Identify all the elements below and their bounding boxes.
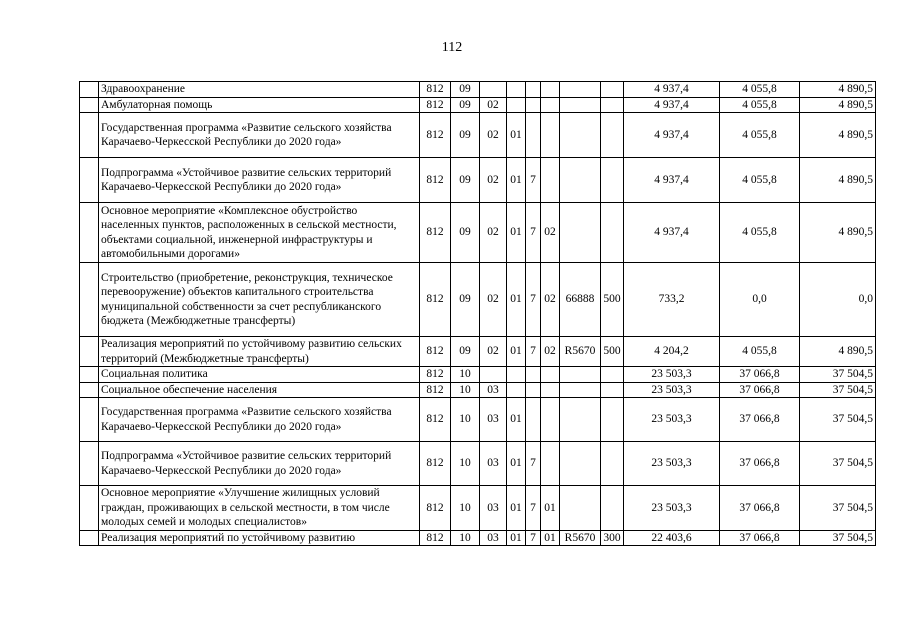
code-rz: 10 — [451, 398, 480, 442]
row-name: Основное мероприятие «Улучшение жилищных условий граждан, проживающих в сельской местности, в том числе молодых семей и молодых специалистов» — [99, 486, 420, 531]
row-name: Здравоохранение — [99, 82, 420, 98]
code-pr: 02 — [480, 158, 507, 203]
amount-year-2: 37 066,8 — [720, 367, 800, 383]
code-gr: 812 — [420, 97, 451, 113]
row-margin-cell — [80, 398, 99, 442]
amount-year-2: 4 055,8 — [720, 82, 800, 98]
code-direction — [560, 203, 601, 263]
row-name: Подпрограмма «Устойчивое развитие сельских территорий Карачаево-Черкесской Республики до 2020 года» — [99, 442, 420, 486]
code-program — [507, 367, 526, 383]
code-event — [541, 398, 560, 442]
code-rz: 09 — [451, 203, 480, 263]
amount-year-3: 37 504,5 — [800, 530, 876, 546]
row-margin-cell — [80, 530, 99, 546]
row-name: Государственная программа «Развитие сельского хозяйства Карачаево-Черкесской Республики до 2020 года» — [99, 398, 420, 442]
code-gr: 812 — [420, 82, 451, 98]
code-pr: 03 — [480, 530, 507, 546]
amount-year-2: 4 055,8 — [720, 113, 800, 158]
row-margin-cell — [80, 486, 99, 531]
row-margin-cell — [80, 442, 99, 486]
code-pr: 03 — [480, 486, 507, 531]
amount-year-3: 37 504,5 — [800, 382, 876, 398]
table-row — [80, 442, 876, 486]
table-row — [80, 203, 876, 263]
code-direction — [560, 367, 601, 383]
amount-year-1: 4 204,2 — [624, 337, 720, 367]
code-gr: 812 — [420, 158, 451, 203]
row-margin-cell — [80, 82, 99, 98]
row-margin-cell — [80, 263, 99, 337]
amount-year-3: 0,0 — [800, 263, 876, 337]
row-margin-cell — [80, 367, 99, 383]
code-direction — [560, 97, 601, 113]
code-pr: 03 — [480, 398, 507, 442]
amount-year-1: 23 503,3 — [624, 382, 720, 398]
code-gr: 812 — [420, 337, 451, 367]
row-name: Строительство (приобретение, реконструкция, техническое перевооружение) объектов капитального строительства муниципальной собственности за счет республиканского бюджета (Межбюджетные трансферты) — [99, 263, 420, 337]
code-gr: 812 — [420, 263, 451, 337]
page-number: 112 — [441, 40, 463, 55]
amount-year-2: 4 055,8 — [720, 97, 800, 113]
table-row — [80, 486, 876, 531]
table-row — [80, 113, 876, 158]
table-row — [80, 530, 876, 546]
code-pr — [480, 367, 507, 383]
code-subprogram — [526, 367, 541, 383]
amount-year-3: 37 504,5 — [800, 398, 876, 442]
code-program: 01 — [507, 530, 526, 546]
code-subprogram: 7 — [526, 158, 541, 203]
code-subprogram — [526, 382, 541, 398]
code-event — [541, 158, 560, 203]
code-gr: 812 — [420, 382, 451, 398]
amount-year-2: 37 066,8 — [720, 530, 800, 546]
code-subprogram: 7 — [526, 203, 541, 263]
row-margin-cell — [80, 203, 99, 263]
row-margin-cell — [80, 113, 99, 158]
code-pr: 02 — [480, 337, 507, 367]
amount-year-3: 4 890,5 — [800, 337, 876, 367]
row-margin-cell — [80, 158, 99, 203]
code-pr: 03 — [480, 442, 507, 486]
code-rz: 09 — [451, 337, 480, 367]
row-name: Социальная политика — [99, 367, 420, 383]
code-rz: 09 — [451, 263, 480, 337]
code-gr: 812 — [420, 486, 451, 531]
code-gr: 812 — [420, 442, 451, 486]
amount-year-2: 4 055,8 — [720, 337, 800, 367]
row-margin-cell — [80, 97, 99, 113]
table-row — [80, 367, 876, 383]
amount-year-1: 4 937,4 — [624, 158, 720, 203]
row-name: Социальное обеспечение населения — [99, 382, 420, 398]
code-program: 01 — [507, 442, 526, 486]
amount-year-3: 4 890,5 — [800, 97, 876, 113]
code-subprogram: 7 — [526, 530, 541, 546]
code-direction — [560, 442, 601, 486]
amount-year-1: 4 937,4 — [624, 113, 720, 158]
code-direction — [560, 82, 601, 98]
code-program — [507, 97, 526, 113]
amount-year-3: 4 890,5 — [800, 158, 876, 203]
code-gr: 812 — [420, 398, 451, 442]
row-name: Основное мероприятие «Комплексное обустройство населенных пунктов, расположенных в сельской местности, объектами социальной, инженерной инфраструктуры и автомобильными дорогами» — [99, 203, 420, 263]
code-program: 01 — [507, 398, 526, 442]
amount-year-2: 0,0 — [720, 263, 800, 337]
code-expense-type — [601, 113, 624, 158]
code-expense-type — [601, 82, 624, 98]
amount-year-1: 4 937,4 — [624, 82, 720, 98]
code-rz: 09 — [451, 158, 480, 203]
code-event: 02 — [541, 263, 560, 337]
code-rz: 10 — [451, 382, 480, 398]
code-subprogram: 7 — [526, 486, 541, 531]
code-pr: 02 — [480, 203, 507, 263]
code-direction — [560, 398, 601, 442]
code-expense-type — [601, 382, 624, 398]
code-subprogram: 7 — [526, 442, 541, 486]
amount-year-2: 37 066,8 — [720, 442, 800, 486]
amount-year-2: 37 066,8 — [720, 486, 800, 531]
code-pr: 02 — [480, 97, 507, 113]
code-expense-type: 300 — [601, 530, 624, 546]
amount-year-2: 4 055,8 — [720, 203, 800, 263]
code-direction — [560, 113, 601, 158]
code-rz: 09 — [451, 97, 480, 113]
code-subprogram — [526, 97, 541, 113]
code-event: 01 — [541, 530, 560, 546]
code-direction — [560, 486, 601, 531]
row-name: Подпрограмма «Устойчивое развитие сельских территорий Карачаево-Черкесской Республики до 2020 года» — [99, 158, 420, 203]
amount-year-1: 4 937,4 — [624, 203, 720, 263]
amount-year-2: 4 055,8 — [720, 158, 800, 203]
amount-year-1: 23 503,3 — [624, 442, 720, 486]
amount-year-3: 4 890,5 — [800, 113, 876, 158]
code-expense-type — [601, 486, 624, 531]
code-subprogram: 7 — [526, 263, 541, 337]
code-subprogram: 7 — [526, 337, 541, 367]
amount-year-1: 733,2 — [624, 263, 720, 337]
table-row — [80, 398, 876, 442]
code-direction — [560, 158, 601, 203]
amount-year-2: 37 066,8 — [720, 398, 800, 442]
code-event: 02 — [541, 203, 560, 263]
amount-year-2: 37 066,8 — [720, 382, 800, 398]
code-event — [541, 367, 560, 383]
amount-year-1: 23 503,3 — [624, 367, 720, 383]
row-name: Реализация мероприятий по устойчивому развитию — [99, 530, 420, 546]
table-row — [80, 337, 876, 367]
code-program: 01 — [507, 337, 526, 367]
amount-year-1: 22 403,6 — [624, 530, 720, 546]
code-event — [541, 97, 560, 113]
amount-year-3: 4 890,5 — [800, 82, 876, 98]
code-gr: 812 — [420, 203, 451, 263]
code-program — [507, 82, 526, 98]
code-direction — [560, 382, 601, 398]
code-rz: 10 — [451, 367, 480, 383]
code-rz: 09 — [451, 113, 480, 158]
table-row — [80, 263, 876, 337]
code-program: 01 — [507, 263, 526, 337]
code-pr: 02 — [480, 113, 507, 158]
amount-year-3: 37 504,5 — [800, 367, 876, 383]
table-row — [80, 382, 876, 398]
code-program — [507, 382, 526, 398]
table-row — [80, 97, 876, 113]
code-event — [541, 82, 560, 98]
amount-year-1: 23 503,3 — [624, 398, 720, 442]
code-subprogram — [526, 398, 541, 442]
code-expense-type — [601, 442, 624, 486]
amount-year-3: 4 890,5 — [800, 203, 876, 263]
code-program: 01 — [507, 486, 526, 531]
amount-year-1: 23 503,3 — [624, 486, 720, 531]
budget-table — [79, 81, 876, 546]
code-rz: 09 — [451, 82, 480, 98]
code-direction: 66888 — [560, 263, 601, 337]
table-row — [80, 158, 876, 203]
code-expense-type: 500 — [601, 337, 624, 367]
code-program: 01 — [507, 203, 526, 263]
code-pr: 02 — [480, 263, 507, 337]
code-gr: 812 — [420, 113, 451, 158]
code-event — [541, 382, 560, 398]
code-event — [541, 442, 560, 486]
amount-year-1: 4 937,4 — [624, 97, 720, 113]
code-pr — [480, 82, 507, 98]
code-event — [541, 113, 560, 158]
code-event: 02 — [541, 337, 560, 367]
code-expense-type — [601, 97, 624, 113]
table-row — [80, 82, 876, 98]
amount-year-3: 37 504,5 — [800, 442, 876, 486]
code-rz: 10 — [451, 486, 480, 531]
code-event: 01 — [541, 486, 560, 531]
row-name: Реализация мероприятий по устойчивому развитию сельских территорий (Межбюджетные трансферты) — [99, 337, 420, 367]
code-rz: 10 — [451, 530, 480, 546]
code-rz: 10 — [451, 442, 480, 486]
code-gr: 812 — [420, 367, 451, 383]
code-subprogram — [526, 82, 541, 98]
code-direction: R5670 — [560, 530, 601, 546]
code-program: 01 — [507, 158, 526, 203]
code-program: 01 — [507, 113, 526, 158]
code-direction: R5670 — [560, 337, 601, 367]
code-expense-type — [601, 203, 624, 263]
code-subprogram — [526, 113, 541, 158]
amount-year-3: 37 504,5 — [800, 486, 876, 531]
row-name: Амбулаторная помощь — [99, 97, 420, 113]
row-margin-cell — [80, 337, 99, 367]
row-name: Государственная программа «Развитие сельского хозяйства Карачаево-Черкесской Республики до 2020 года» — [99, 113, 420, 158]
code-pr: 03 — [480, 382, 507, 398]
code-expense-type — [601, 398, 624, 442]
code-expense-type — [601, 158, 624, 203]
row-margin-cell — [80, 382, 99, 398]
code-gr: 812 — [420, 530, 451, 546]
code-expense-type — [601, 367, 624, 383]
code-expense-type: 500 — [601, 263, 624, 337]
